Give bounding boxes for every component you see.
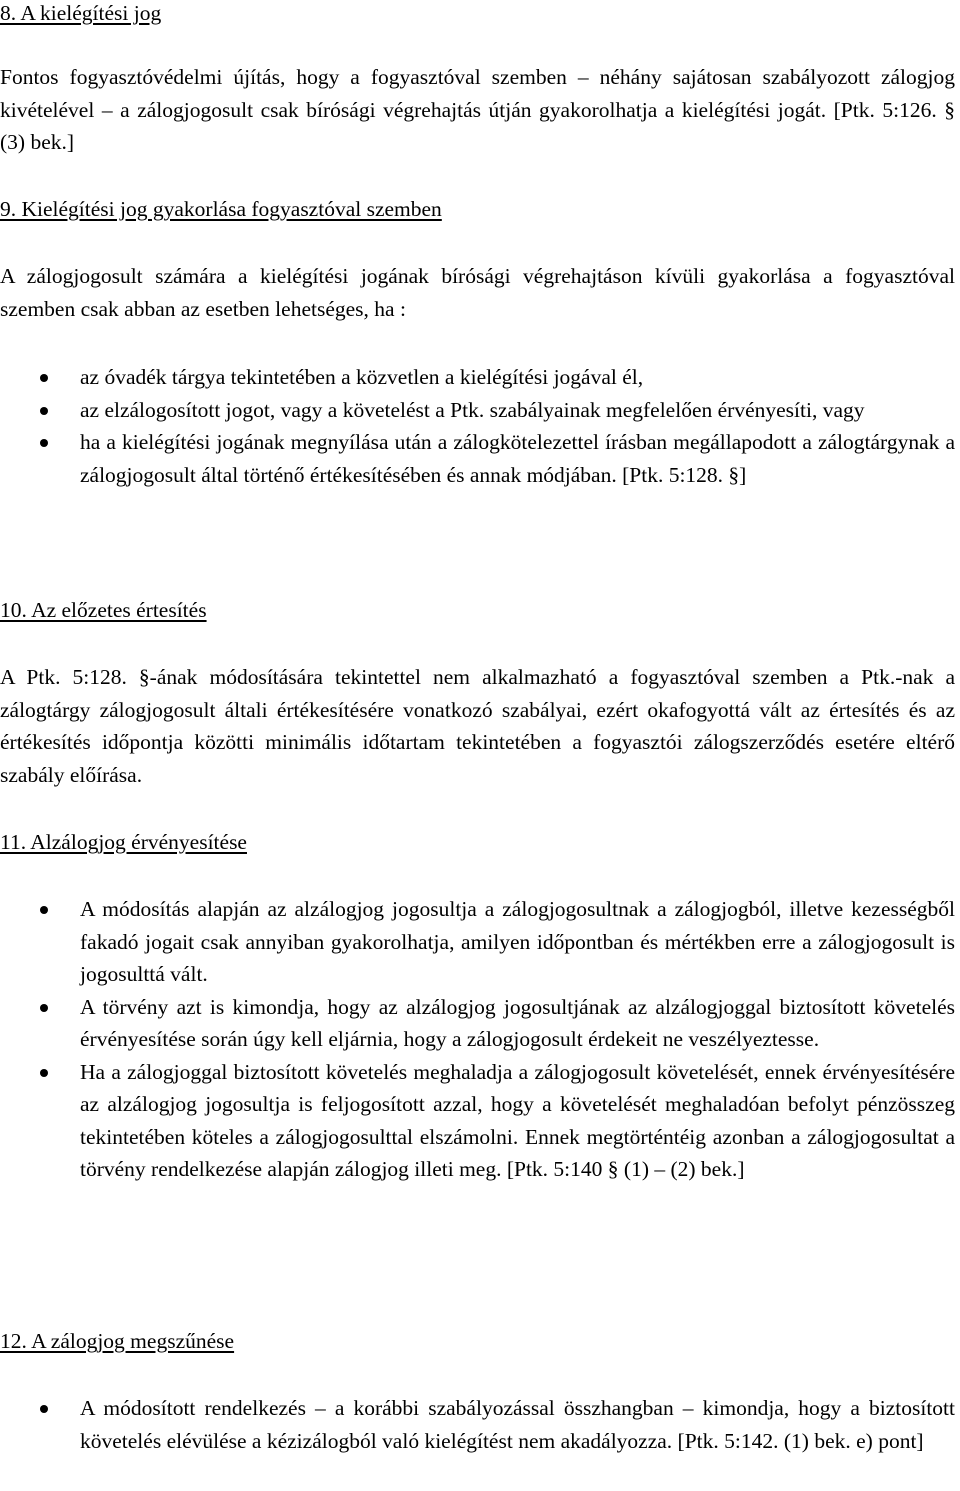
bullet-icon: [40, 1405, 48, 1413]
bullet-icon: [40, 906, 48, 914]
list-item: [0, 361, 955, 394]
section-9-heading: 9. Kielégítési jog gyakorlása fogyasztóval szemben: [0, 197, 442, 221]
list-item-text: az óvadék tárgya tekintetében a közvetlen a kielégítési jogával él,: [80, 365, 644, 389]
section-8-heading: 8. A kielégítési jog: [0, 1, 162, 25]
section-12-list: [0, 1392, 955, 1457]
section-9-list: [0, 361, 955, 491]
list-item: [0, 1392, 955, 1457]
bullet-icon: [40, 407, 48, 415]
section-11-list: [0, 893, 955, 1186]
bullet-icon: [40, 1069, 48, 1077]
bullet-icon: [40, 1004, 48, 1012]
list-item: [0, 1056, 955, 1186]
section-12-heading: 12. A zálogjog megszűnése: [0, 1329, 235, 1353]
list-item-text: A törvény azt is kimondja, hogy az alzálogjog jogosultjának az alzálogjoggal biztosított követelés érvényesítése során úgy kell eljárnia, hogy a zálogjogosult érdekeit ne veszélyeztesse.: [80, 994, 955, 1051]
list-item: [0, 426, 955, 491]
list-item-text: A módosítás alapján az alzálogjog jogosultja a zálogjogosultnak a zálogjogból, illetve kezességből fakadó jogait csak annyiban gyakorolhatja, amilyen időpontban és mértékben erre a zálogjogosult is jogosulttá vált.: [80, 897, 955, 986]
list-item-text: ha a kielégítési jogának megnyílása után a zálogkötelezettel írásban megállapodott a zálogtárgynak a zálogjogosult által történő értékesítésében és annak módjában. [Ptk. 5:128. §]: [80, 430, 955, 487]
section-9-paragraph: A zálogjogosult számára a kielégítési jogának bírósági végrehajtáson kívüli gyakorlása a fogyasztóval szemben csak abban az esetben lehetséges, ha :: [0, 264, 955, 321]
section-10-paragraph: A Ptk. 5:128. §-ának módosítására tekintettel nem alkalmazható a fogyasztóval szemben a Ptk.-nak a zálogtárgy zálogjogosult általi értékesítésére vonatkozó szabályai, ezért okafogyottá vált az értesítés és az értékesítés időpontja közötti minimális időtartam tekintetében a fogyasztói zálogszerződés esetére eltérő szabály előírása.: [0, 665, 955, 787]
section-10-heading: 10. Az előzetes értesítés: [0, 598, 207, 622]
section-8-paragraph: Fontos fogyasztóvédelmi újítás, hogy a fogyasztóval szemben – néhány sajátosan szabályozott zálogjog kivételével – a zálogjogosult csak bírósági végrehajtás útján gyakorolhatja a kielégítési jogát. [Ptk. 5:126. § (3) bek.]: [0, 65, 955, 154]
list-item: [0, 394, 955, 427]
section-11-heading: 11. Alzálogjog érvényesítése: [0, 830, 247, 854]
list-item-text: az elzálogosított jogot, vagy a követelést a Ptk. szabályainak megfelelően érvényesíti, vagy: [80, 397, 865, 422]
list-item-text: Ha a zálogjoggal biztosított követelés meghaladja a zálogjogosult követelését, ennek érvényesítésére az alzálogjog jogosultja is feljogosított azzal, hogy a követelését meghaladóan befolyt pénzösszeg tekintetében köteles a zálogjogosulttal elszámolni. Ennek megtörténtéig azonban a zálogjogosultat a törvény rendelkezése alapján zálogjog illeti meg. [Ptk. 5:140 § (1) – (2) bek.]: [80, 1059, 955, 1181]
list-item-text: A módosított rendelkezés – a korábbi szabályozással összhangban – kimondja, hogy a biztosított követelés elévülése a kézizálogból való kielégítést nem akadályozza. [Ptk. 5:142. (1) bek. e) pont]: [80, 1396, 955, 1453]
list-item: [0, 991, 955, 1056]
list-item: [0, 893, 955, 991]
bullet-icon: [40, 374, 48, 382]
bullet-icon: [40, 439, 48, 447]
